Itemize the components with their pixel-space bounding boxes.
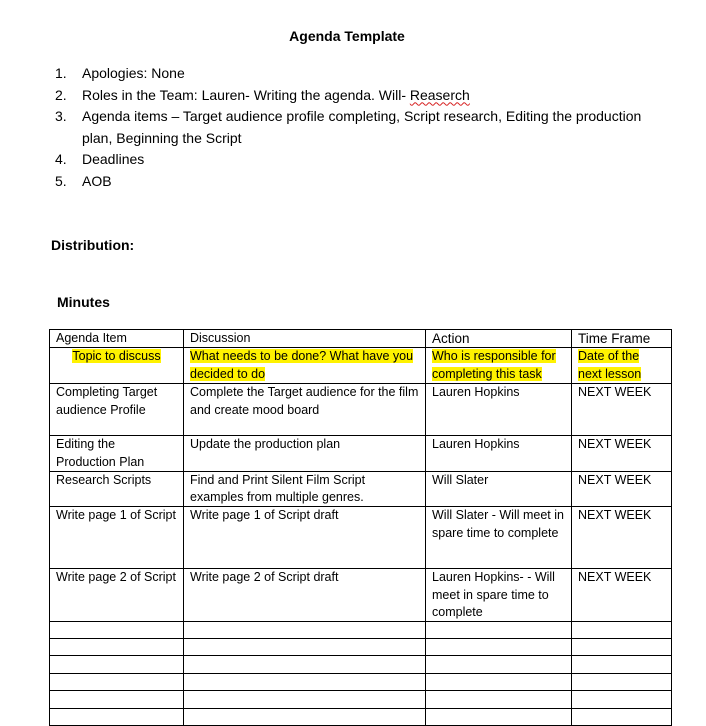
empty-cell[interactable]	[572, 674, 672, 691]
agenda-item-1	[55, 63, 665, 85]
empty-row	[50, 709, 672, 726]
table-cell[interactable]: NEXT WEEK	[572, 436, 672, 472]
highlighted-text: Topic to discuss	[72, 349, 161, 364]
empty-cell[interactable]	[426, 622, 572, 639]
table-cell[interactable]: Find and Print Silent Film Script examples from multiple genres.	[184, 471, 426, 507]
document-title: Agenda Template	[289, 28, 405, 44]
minutes-label: Minutes	[57, 294, 110, 310]
empty-cell[interactable]	[184, 639, 426, 656]
empty-row	[50, 691, 672, 709]
misspelled-word[interactable]: Reaserch	[409, 86, 470, 103]
empty-cell[interactable]	[184, 674, 426, 691]
empty-cell[interactable]	[184, 656, 426, 674]
empty-cell[interactable]	[50, 622, 184, 639]
agenda-item-3	[55, 106, 665, 149]
agenda-item-text: Agenda items – Target audience profile completing, Script research, Editing the production plan, Beginning the Script	[82, 108, 642, 146]
minutes-table	[49, 329, 672, 726]
guide-cell[interactable]	[184, 348, 426, 384]
empty-cell[interactable]	[572, 622, 672, 639]
agenda-item-text: AOB	[82, 172, 112, 189]
highlighted-text: What needs to be done? What have you decided to do	[190, 349, 414, 381]
table-cell[interactable]: NEXT WEEK	[572, 569, 672, 622]
agenda-list	[55, 63, 665, 193]
table-header-row	[50, 330, 672, 348]
table-row	[50, 471, 672, 507]
empty-cell[interactable]	[426, 656, 572, 674]
empty-row	[50, 639, 672, 656]
highlighted-text: Date of the next lesson	[578, 349, 642, 381]
table-cell[interactable]: Will Slater	[426, 471, 572, 507]
distribution-label: Distribution:	[51, 237, 135, 253]
guide-cell[interactable]	[50, 348, 184, 384]
header-discussion[interactable]: Discussion	[184, 330, 426, 348]
empty-cell[interactable]	[426, 691, 572, 709]
table-cell[interactable]: NEXT WEEK	[572, 384, 672, 436]
table-row	[50, 436, 672, 472]
table-cell[interactable]: Editing the Production Plan	[50, 436, 184, 472]
table-row	[50, 569, 672, 622]
empty-cell[interactable]	[426, 639, 572, 656]
empty-cell[interactable]	[572, 639, 672, 656]
highlighted-text: Who is responsible for completing this task	[432, 349, 556, 381]
agenda-item-number: 1.	[55, 65, 67, 81]
empty-cell[interactable]	[184, 691, 426, 709]
empty-row	[50, 622, 672, 639]
table-cell[interactable]: Update the production plan	[184, 436, 426, 472]
table-cell[interactable]: Complete the Target audience for the film and create mood board	[184, 384, 426, 436]
agenda-item-4	[55, 149, 665, 171]
table-row	[50, 507, 672, 569]
empty-cell[interactable]	[50, 709, 184, 726]
empty-cell[interactable]	[50, 691, 184, 709]
header-action[interactable]: Action	[426, 330, 572, 348]
empty-cell[interactable]	[572, 691, 672, 709]
table-cell[interactable]: Write page 2 of Script draft	[184, 569, 426, 622]
agenda-item-number: 2.	[55, 86, 67, 103]
table-cell[interactable]: Lauren Hopkins- - Will meet in spare time to complete	[426, 569, 572, 622]
empty-row	[50, 656, 672, 674]
empty-cell[interactable]	[184, 709, 426, 726]
table-cell[interactable]: Lauren Hopkins	[426, 436, 572, 472]
table-row	[50, 384, 672, 436]
table-cell[interactable]: Lauren Hopkins	[426, 384, 572, 436]
empty-cell[interactable]	[184, 622, 426, 639]
agenda-item-number: 3.	[55, 108, 67, 125]
agenda-item-5	[55, 171, 665, 193]
empty-cell[interactable]	[50, 656, 184, 674]
empty-row	[50, 674, 672, 691]
table-guide-row	[50, 348, 672, 384]
header-time-frame[interactable]: Time Frame	[572, 330, 672, 348]
table-cell[interactable]: Completing Target audience Profile	[50, 384, 184, 436]
agenda-item-number: 4.	[55, 151, 67, 168]
table-cell[interactable]: NEXT WEEK	[572, 471, 672, 507]
table-cell[interactable]: Write page 2 of Script	[50, 569, 184, 622]
agenda-item-text: Deadlines	[82, 151, 145, 168]
table-cell[interactable]: Research Scripts	[50, 471, 184, 507]
table-cell[interactable]: NEXT WEEK	[572, 507, 672, 569]
guide-cell[interactable]	[572, 348, 672, 384]
table-cell[interactable]: Write page 1 of Script draft	[184, 507, 426, 569]
agenda-item-text: Roles in the Team: Lauren- Writing the agenda. Will-	[82, 86, 410, 103]
agenda-item-number: 5.	[55, 172, 67, 189]
agenda-item-2	[55, 85, 665, 107]
empty-cell[interactable]	[50, 674, 184, 691]
empty-cell[interactable]	[572, 656, 672, 674]
agenda-item-text: Apologies: None	[82, 65, 185, 81]
header-agenda-item[interactable]: Agenda Item	[50, 330, 184, 348]
empty-cell[interactable]	[426, 709, 572, 726]
empty-cell[interactable]	[426, 674, 572, 691]
empty-cell[interactable]	[572, 709, 672, 726]
guide-cell[interactable]	[426, 348, 572, 384]
table-cell[interactable]: Will Slater - Will meet in spare time to complete	[426, 507, 572, 569]
empty-cell[interactable]	[50, 639, 184, 656]
table-cell[interactable]: Write page 1 of Script	[50, 507, 184, 569]
